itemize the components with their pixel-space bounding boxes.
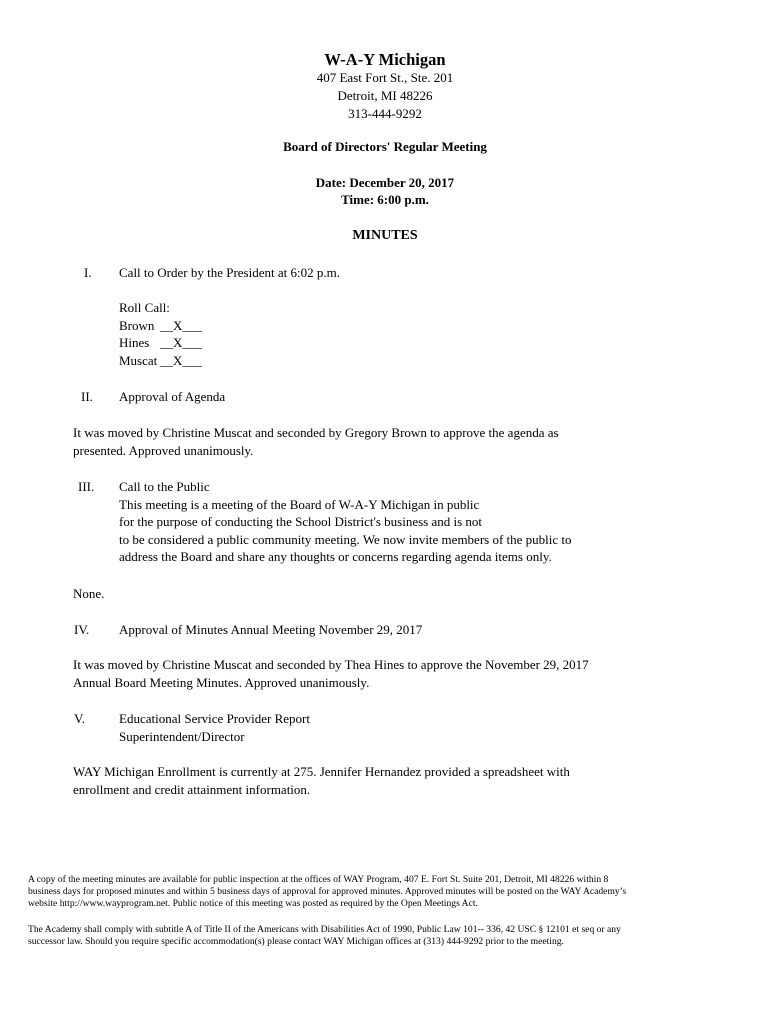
roll-call bbox=[119, 299, 202, 369]
roll-call-row bbox=[119, 317, 202, 335]
phone-number: 313-444-9292 bbox=[348, 106, 422, 121]
paragraph-line: Annual Board Meeting Minutes. Approved unanimously. bbox=[73, 674, 370, 690]
paragraph-line: It was moved by Christine Muscat and seconded by Gregory Brown to approve the agenda as bbox=[73, 425, 559, 440]
notice-line: business days for proposed minutes and within 5 business days of approval for approved minutes. Approved minutes will be posted on the WAY Academy’s bbox=[28, 886, 627, 897]
minutes-motion-paragraph bbox=[73, 656, 589, 691]
section-number: I. bbox=[84, 265, 92, 280]
member-name: Brown bbox=[119, 317, 155, 333]
enrollment-paragraph bbox=[73, 763, 570, 798]
section-subtitle: Superintendent/Director bbox=[119, 728, 245, 744]
roll-call-row bbox=[119, 352, 202, 370]
paragraph-line: presented. Approved unanimously. bbox=[73, 442, 254, 458]
meeting-time: Time: 6:00 p.m. bbox=[341, 192, 429, 207]
attendance-mark: __X___ bbox=[160, 317, 202, 333]
paragraph-line: WAY Michigan Enrollment is currently at 275. Jennifer Hernandez provided a spreadsheet with bbox=[73, 764, 570, 779]
ada-notice bbox=[28, 924, 748, 948]
notice-line: The Academy shall comply with subtitle A of Title II of the Americans with Disabilities Act of 1990, Public Law 101-- 336, 42 USC § 12101 et seq or any bbox=[28, 924, 621, 935]
section-body bbox=[119, 478, 572, 566]
agenda-motion-paragraph bbox=[73, 424, 559, 459]
notice-line: website http://www.wayprogram.net. Public notice of this meeting was posted as required by the Open Meetings Act. bbox=[28, 898, 478, 909]
section-line: for the purpose of conducting the School District's business and is not bbox=[119, 514, 483, 529]
section-line: address the Board and share any thoughts or concerns regarding agenda items only. bbox=[119, 549, 552, 564]
roll-call-row bbox=[119, 334, 202, 352]
attendance-mark: __X___ bbox=[160, 335, 202, 350]
section-line: This meeting is a meeting of the Board of W-A-Y Michigan in public bbox=[119, 496, 480, 512]
section-line: to be considered a public community meeting. We now invite members of the public to bbox=[119, 531, 572, 547]
section-number: III. bbox=[78, 479, 95, 494]
org-name: W-A-Y Michigan bbox=[324, 50, 446, 69]
section-body bbox=[119, 710, 310, 745]
notice-line: successor law. Should you require specific accommodation(s) please contact WAY Michigan offices at (313) 444-9292 prior to the meeting. bbox=[28, 936, 564, 947]
section-title: Educational Service Provider Report bbox=[119, 711, 310, 726]
section-title: Call to the Public bbox=[119, 479, 210, 494]
meeting-title: Board of Directors' Regular Meeting bbox=[283, 139, 487, 154]
notice-line: A copy of the meeting minutes are available for public inspection at the offices of WAY Program, 407 E. Fort St. Suite 201, Detroit, MI 48226 within 8 bbox=[28, 874, 609, 885]
paragraph-line: enrollment and credit attainment information. bbox=[73, 781, 311, 797]
member-name: Hines bbox=[119, 335, 150, 350]
roll-call-label: Roll Call: bbox=[119, 300, 170, 315]
paragraph-line: It was moved by Christine Muscat and seconded by Thea Hines to approve the November 29, 2017 bbox=[73, 657, 589, 672]
address-line-1: 407 East Fort St., Ste. 201 bbox=[316, 70, 454, 85]
section-number: II. bbox=[81, 389, 93, 404]
section-title: Approval of Agenda bbox=[119, 389, 226, 404]
address-line-2: Detroit, MI 48226 bbox=[337, 88, 433, 103]
public-response: None. bbox=[73, 586, 105, 601]
attendance-mark: __X___ bbox=[160, 352, 202, 368]
section-number: IV. bbox=[74, 622, 90, 637]
minutes-heading: MINUTES bbox=[352, 228, 418, 243]
member-name: Muscat bbox=[119, 352, 158, 368]
section-number: V. bbox=[74, 711, 85, 726]
public-inspection-notice bbox=[28, 874, 748, 910]
meeting-date: Date: December 20, 2017 bbox=[315, 175, 455, 190]
section-title: Call to Order by the President at 6:02 p.m. bbox=[119, 265, 340, 280]
section-title: Approval of Minutes Annual Meeting November 29, 2017 bbox=[119, 622, 423, 637]
